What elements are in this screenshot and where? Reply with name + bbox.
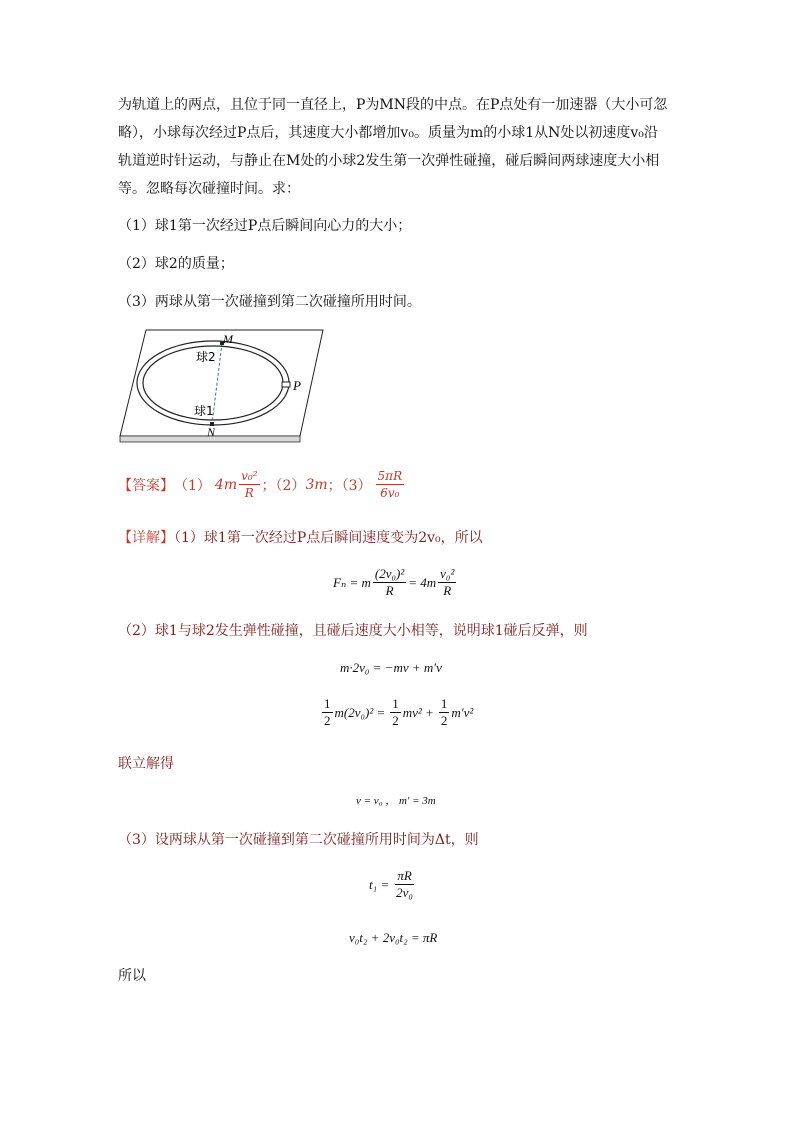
question-2: （2）球2的质量； — [118, 256, 234, 272]
detail-combine: 联立解得 — [118, 756, 174, 772]
detail-step-3: （3）设两球从第一次碰撞到第二次碰撞所用时间为Δt，则 — [118, 832, 479, 848]
label-ball1: 球1 — [194, 404, 214, 418]
answer-sep-1: ；（2） — [261, 477, 306, 494]
answer-1-denominator: R — [244, 486, 254, 500]
intro-line-4: 等。忽略每次碰撞时间。求： — [118, 181, 300, 197]
eq3-half-1 — [322, 696, 333, 729]
eq1-mid: = 4m — [408, 574, 437, 590]
equation-2: m·2v₀ = −mv + m′v — [340, 660, 442, 675]
eq1-fraction-a — [373, 566, 406, 599]
intro-line-3: 轨道逆时针运动，与静止在M处的小球2发生第一次弹性碰撞，碰后瞬间两球速度大小相 — [118, 153, 660, 169]
eq3-half-2-num: 1 — [392, 696, 399, 711]
eq5-numerator: πR — [397, 868, 412, 883]
answer-part1-label: （1） — [174, 477, 211, 494]
eq1-denominator-a: R — [385, 583, 394, 598]
answer-sep-2: ；（3） — [327, 477, 372, 494]
eq3-half-2-den: 2 — [392, 713, 399, 728]
eq5-denominator: 2v₀ — [396, 885, 413, 900]
equation-4: v = v₀ ， m′ = 3m — [356, 795, 436, 807]
answer-2: 3m — [305, 476, 328, 493]
eq1-numerator-b: v₀² — [440, 566, 455, 581]
track-figure — [118, 328, 328, 443]
equation-6: v₀t₂ + 2v₀t₂ = πR — [349, 930, 438, 945]
eq3-half-1-den: 2 — [324, 713, 331, 728]
equation-5 — [369, 868, 417, 901]
eq1-numerator-a: (2v₀)² — [374, 566, 405, 581]
intro-line-2: 略），小球每次经过P点后，其速度大小都增加v₀。质量为m的小球1从N处以初速度v₀沿 — [118, 125, 658, 141]
accelerator-P — [282, 382, 290, 387]
equation-1 — [333, 566, 458, 599]
detail-step-1: （1）球1第一次经过P点后瞬间速度变为2v₀，所以 — [174, 530, 483, 546]
eq3-half-3-num: 1 — [440, 696, 448, 711]
eq3-term-1: m(2v₀)² = — [334, 704, 386, 720]
answer-tag: 【答案】 — [118, 477, 174, 494]
eq1-denominator-b: R — [443, 583, 452, 598]
label-P: P — [293, 378, 301, 393]
eq1-lhs: Fₙ = m — [333, 574, 371, 590]
eq5-fraction — [394, 868, 415, 901]
eq3-half-2 — [390, 696, 401, 729]
detail-so: 所以 — [118, 968, 146, 984]
answer-1-numerator: v₀² — [241, 469, 258, 483]
eq5-lhs: t₁ = — [369, 876, 390, 892]
question-1: （1）球1第一次经过P点后瞬间向心力的大小； — [118, 218, 412, 234]
eq3-term-2: mv² + — [402, 704, 434, 720]
eq3-half-1-num: 1 — [324, 696, 331, 711]
answer-3-denominator: 6v₀ — [380, 486, 400, 500]
intro-line-1: 为轨道上的两点，且位于同一直径上，P为MN段的中点。在P点处有一加速器（大小可忽 — [118, 97, 668, 113]
detail-line-1 — [118, 527, 483, 547]
question-3: （3）两球从第一次碰撞到第二次碰撞所用时间。 — [118, 294, 421, 310]
equation-3 — [320, 696, 473, 729]
label-N: N — [207, 425, 216, 439]
eq3-term-3: m′v² — [451, 704, 474, 720]
eq3-half-3-den: 2 — [440, 713, 448, 728]
answer-line — [118, 468, 406, 501]
answer-3-numerator: 5πR — [377, 469, 403, 483]
answer-3-fraction — [376, 468, 405, 501]
detail-step-2: （2）球1与球2发生弹性碰撞，且碰后速度大小相等，说明球1碰后反弹，则 — [118, 623, 588, 639]
answer-1-coef: 4m — [214, 476, 238, 493]
answer-1-fraction — [239, 468, 259, 501]
eq3-half-3 — [439, 696, 450, 729]
label-M: M — [223, 332, 233, 346]
label-ball2: 球2 — [196, 350, 216, 364]
detail-tag: 【详解】 — [118, 530, 174, 546]
eq1-fraction-b — [438, 566, 456, 599]
